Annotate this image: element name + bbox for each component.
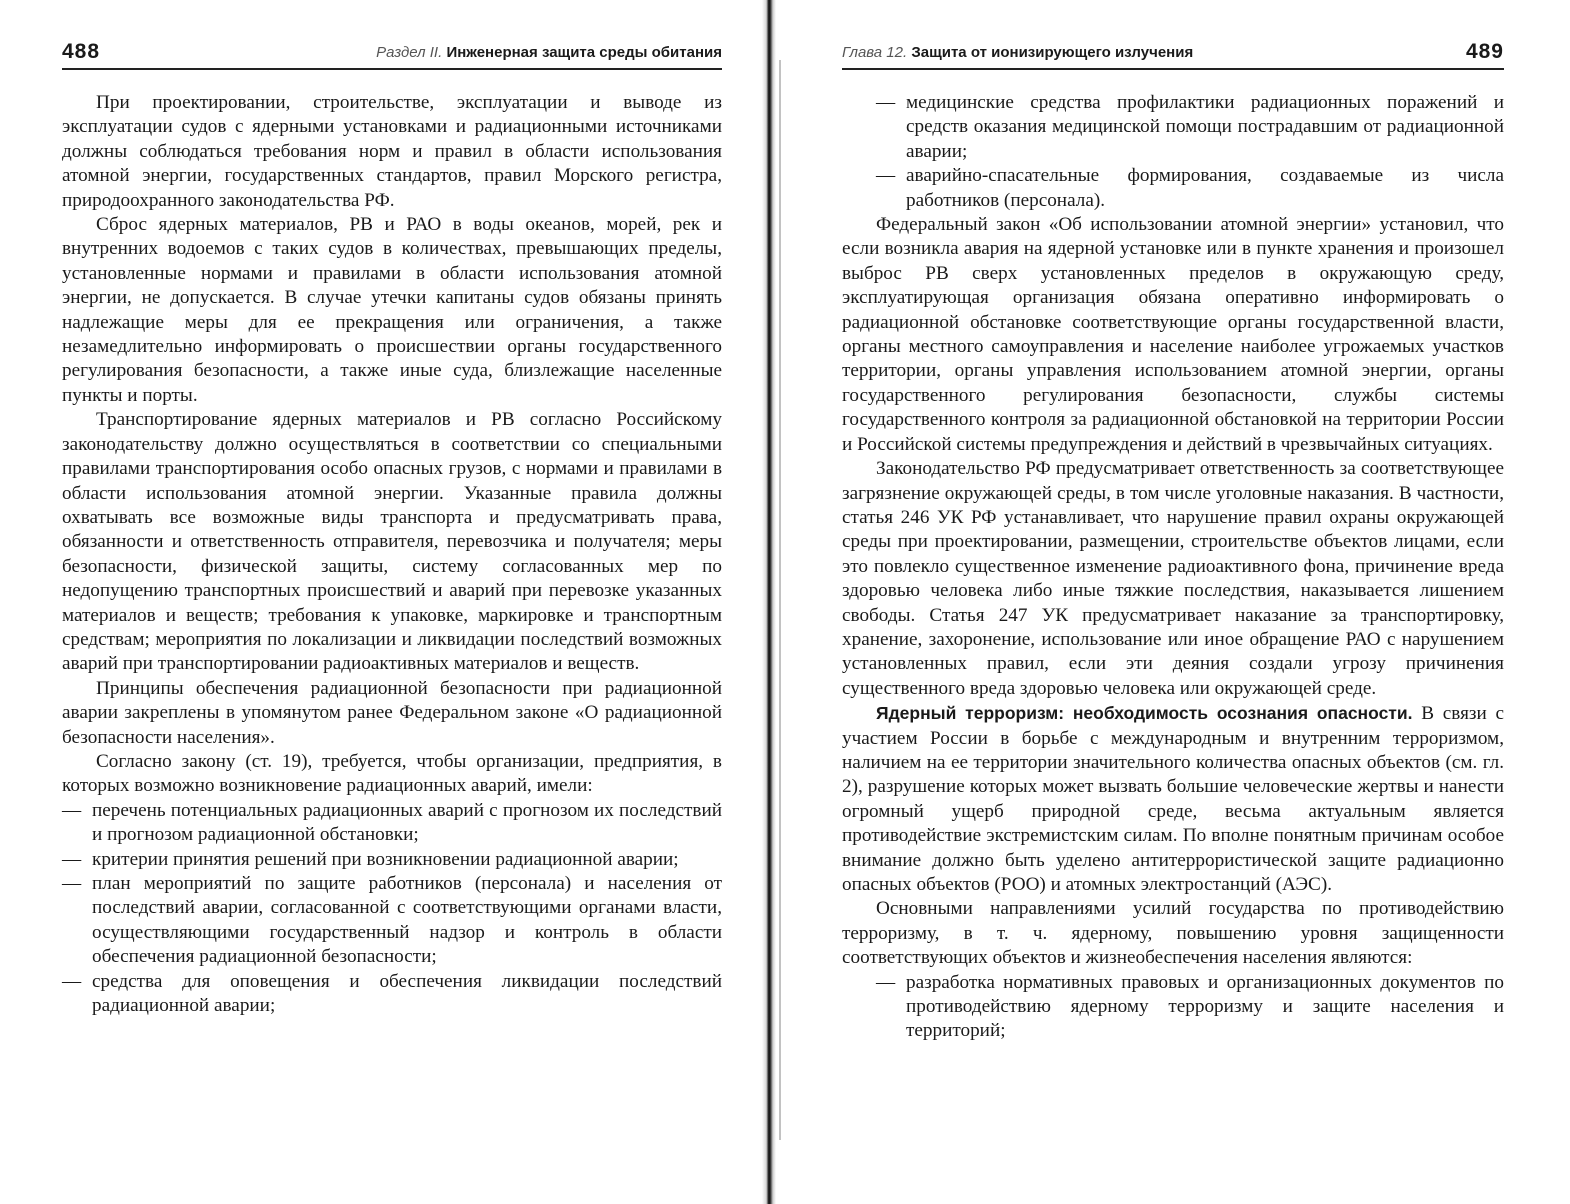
book-gutter xyxy=(762,0,776,1204)
paragraph: Законодательство РФ предусматривает ответственность за соответствующее загрязнение окружающей среды, в том числе уголовные наказания. В частности, статья 246 УК РФ устанавливает, что нарушение правил охраны окружающей среды при проектировании, размещении, строительстве объектов лицами, если это повлекло существенное изменение радиоактивного фона, причинение вреда здоровью человека либо иные тяжкие последствия, наказывается лишением свободы. Статья 247 УК предусматривает наказание за транспортировку, хранение, захоронение, использование или иное обращение РАО с нарушением установленных правил, если эти деяния создали угрозу причинения существенного вреда здоровью человека или окружающей среде. xyxy=(842,458,1504,699)
section-run-in-heading: Ядерный терроризм: необходимость осознания опасности. xyxy=(876,703,1413,724)
dash-bullet: — xyxy=(876,165,896,187)
list-item xyxy=(62,872,722,970)
paragraph: При проектировании, строительстве, эксплуатации и выводе из эксплуатации судов с ядерными установками и радиационными источниками должны соблюдаться требования норм и правил в области использования атомной энергии, государственных стандартов, правил Морского регистра, природоохранного законодательства РФ. xyxy=(62,92,722,211)
paragraph: Федеральный закон «Об использовании атомной энергии» установил, что если возникла авария на ядерной установке или в пункте хранения и произошел выброс РВ сверх установленных пределов в окружающую среду, эксплуатирующая организация обязана оперативно информировать о радиационной обстановке соответствующие органы государственной власти, органы местного самоуправления и население наиболее угрожаемых участков территории, органы управления использованием атомной энергии, органы государственного регулирования безопасности, службы системы государственного контроля за радиационной обстановкой на территории России и Российской системы предупреждения и действий в чрезвычайных ситуациях. xyxy=(842,214,1504,455)
paragraph: Сброс ядерных материалов, РВ и РАО в воды океанов, морей, рек и внутренних водоемов с таких судов в количествах, превышающих пределы, установленные нормами и правилами в области использования атомной энергии, не допускается. В случае утечки капитаны судов обязаны принять надлежащие меры для ее прекращения или ограничения, а также незамедлительно информировать о происшествии органы государственного регулирования безопасности, а также иные суда, близлежащие населенные пункты и порты. xyxy=(62,214,722,406)
right-page xyxy=(790,0,1570,1204)
gutter-shadow xyxy=(779,60,781,1140)
left-page xyxy=(0,0,770,1204)
directions-list xyxy=(842,971,1504,1044)
paragraph: Транспортирование ядерных материалов и РВ согласно Российскому законодательству должно осуществляться в соответствии со специальными правилами транспортирования особо опасных грузов, с нормами и правилами в области использования атомной энергии. Указанные правила должны охватывать все возможные виды транспорта и предусматривать права, обязанности и ответственность отправителя, перевозчика и получателя; меры безопасности, физической защиты, систему согласованных мер по недопущению транспортных происшествий и аварий при перевозке указанных материалов и веществ; требования к упаковке, маркировке и транспортным средствам; мероприятия по локализации и ликвидации последствий возможных аварий при транспортировании радиоактивных материалов и веществ. xyxy=(62,409,722,675)
dash-bullet: — xyxy=(876,971,896,993)
list-item-text: медицинские средства профилактики радиационных поражений и средств оказания медицинской помощи пострадавшим от радиационной аварии; xyxy=(906,92,1504,162)
header-title: Защита от ионизирующего излучения xyxy=(911,44,1194,61)
paragraph: Принципы обеспечения радиационной безопасности при радиационной аварии закреплены в упомянутом ранее Федеральном законе «О радиационной безопасности населения». xyxy=(62,677,722,748)
left-page-body xyxy=(62,91,722,1018)
dash-bullet: — xyxy=(62,799,82,821)
list-item xyxy=(62,970,722,1019)
running-header-right xyxy=(842,36,1504,70)
requirements-list xyxy=(62,799,722,1019)
continued-list xyxy=(842,91,1504,213)
list-item xyxy=(842,164,1504,213)
terrorism-text: В связи с участием России в борьбе с международным и внутренним терроризмом, наличием на ее территории значительного количества опасных объектов (см. гл. 2), разрушение которых может вызвать большие человеческие жертвы и нанести огромный ущерб природной среде, весьма актуальным является противодействие экстремистским силам. По вполне понятным причинам особое внимание должно быть уделено антитеррористической защите радиационно опасных объектов (РОО) и атомных электростанций (АЭС). xyxy=(842,703,1505,895)
list-item-text: разработка нормативных правовых и организационных документов по противодействию ядерному терроризму и защите населения и территорий; xyxy=(906,971,1504,1042)
paragraph: Основными направлениями усилий государства по противодействию терроризму, в т. ч. ядерному, повышению уровня защищенности соответствующих объектов и жизнеобеспечения населения являются: xyxy=(842,898,1504,969)
paragraph: Согласно закону (ст. 19), требуется, чтобы организации, предприятия, в которых возможно возникновение радиационных аварий, имели: xyxy=(62,750,722,797)
list-item xyxy=(62,848,722,872)
right-page-body xyxy=(842,91,1504,1044)
list-item-text: критерии принятия решений при возникновении радиационной аварии; xyxy=(92,848,679,870)
list-item xyxy=(62,799,722,848)
list-item-text: аварийно-спасательные формирования, создаваемые из числа работников (персонала). xyxy=(906,165,1504,211)
dash-bullet: — xyxy=(62,970,82,992)
dash-bullet: — xyxy=(62,873,82,894)
terrorism-paragraph xyxy=(842,701,1504,897)
list-item-text: средства для оповещения и обеспечения ликвидации последствий радиационной аварии; xyxy=(92,970,722,1017)
header-title: Инженерная защита среды обитания xyxy=(446,44,722,61)
dash-bullet: — xyxy=(62,848,82,870)
page-number: 489 xyxy=(1465,40,1504,63)
list-item xyxy=(842,971,1504,1044)
header-label: Раздел II. xyxy=(376,44,443,61)
dash-bullet: — xyxy=(876,92,896,113)
list-item-text: план мероприятий по защите работников (персонала) и населения от последствий аварии, согласованной с соответствующими органами власти, осуществляющими государственный надзор и контроль в области обеспечения радиационной безопасности; xyxy=(92,873,722,968)
list-item xyxy=(842,91,1504,164)
list-item-text: перечень потенциальных радиационных аварий с прогнозом их последствий и прогнозом радиационной обстановки; xyxy=(92,799,722,846)
running-header-left xyxy=(62,36,722,70)
page-number: 488 xyxy=(62,40,101,63)
header-text xyxy=(842,44,1193,61)
header-text xyxy=(376,44,722,61)
header-label: Глава 12. xyxy=(842,44,908,61)
